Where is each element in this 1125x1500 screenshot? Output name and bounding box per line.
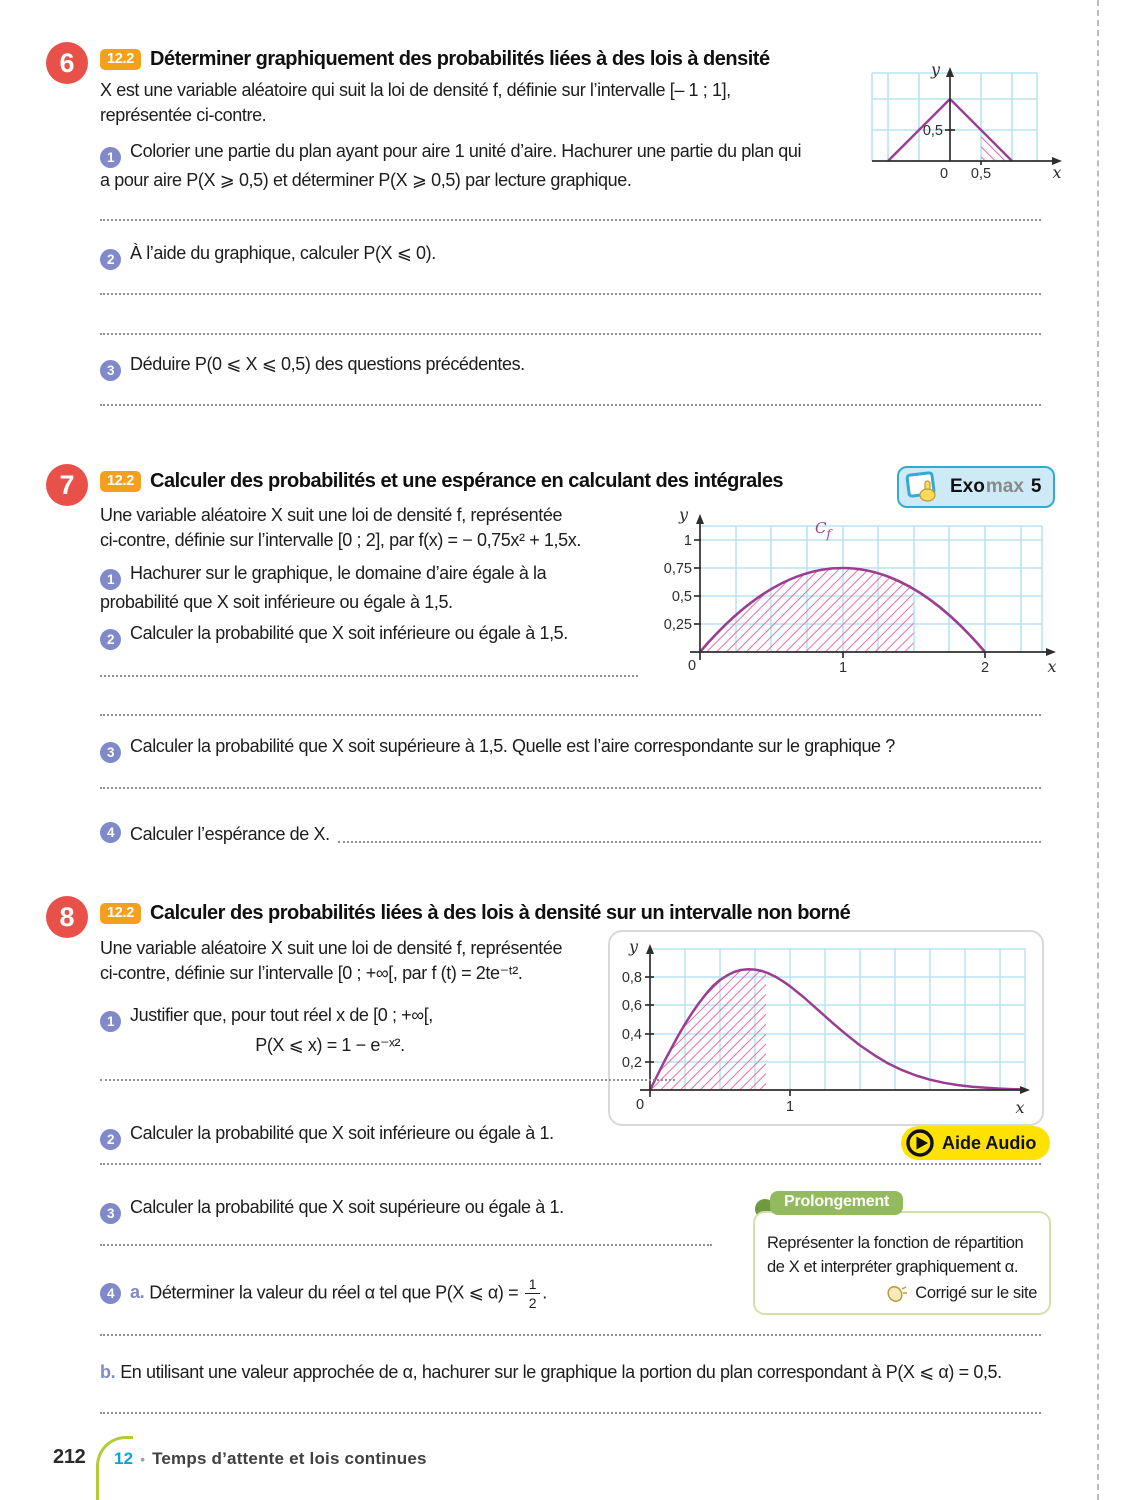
question-number: 2 [100,629,121,650]
answer-line [100,1079,675,1081]
ex7-question-4: 4 Calculer l’espérance de X. [100,822,1041,847]
x-axis-label: x [1015,1098,1025,1117]
exomax-label-max: max [985,476,1024,497]
answer-line [100,1244,712,1246]
trim-dashed-line [1097,0,1099,1500]
hatched-region [700,568,914,652]
answer-line [100,1163,1041,1165]
question-number: 3 [100,742,121,763]
x-tick-1: 1 [838,660,848,676]
exercise-8-intro: Une variable aléatoire X suit une loi de densité f, représentée ci-contre, définie sur l’intervalle [0 ; +∞[, par f (t) = 2te⁻ᵗ². [100,938,563,983]
y-tick-0_2: 0,2 [621,1055,642,1071]
y-axis-arrow [946,67,954,77]
lesson-badge: 12.2 [100,471,141,492]
ex6-question-3: 3 Déduire P(0 ⩽ X ⩽ 0,5) des questions précédentes. [100,352,960,381]
exercise-7-header [100,470,783,493]
answer-line [100,1412,1041,1414]
y-axis-label: y [930,62,940,79]
prolongement-tab: Prolongement [770,1191,903,1215]
question-number: 3 [100,360,121,381]
answer-line [100,1334,1041,1336]
answer-line [100,787,1041,789]
question-number: 3 [100,1203,121,1224]
ex8-question-2: 2 Calculer la probabilité que X soit inférieure ou égale à 1. [100,1121,740,1150]
lesson-badge: 12.2 [100,903,141,924]
exercise-6-intro: X est une variable aléatoire qui suit la loi de densité f, définie sur l’intervalle [– 1 ; 1], représentée ci-contre. [100,80,731,125]
exercise-6-title: Déterminer graphiquement des probabilités liées à des lois à densité [150,48,770,70]
ex7-question-3: 3 Calculer la probabilité que X soit supérieure à 1,5. Quelle est l’aire correspondante sur le graphique ? [100,734,1041,763]
chapter-title: Temps d’attente et lois continues [152,1449,427,1468]
prolongement-text: Représenter la fonction de répartition [767,1234,1024,1252]
ex8-q1-formula: P(X ⩽ x) = 1 − e⁻ˣ². [255,1035,405,1055]
fraction-one-half: $\frac{1}{2}$ [525,1276,540,1311]
y-tick-0_5: 0,5 [671,589,692,605]
mouse-icon [885,1283,909,1303]
prolongement-box: Représenter la fonction de répartition de X et interpréter graphiquement α. Corrigé sur le site [753,1211,1051,1315]
sub-question-label: a. [130,1282,145,1303]
ex7-question-2: 2 Calculer la probabilité que X soit inférieure ou égale à 1,5. [100,621,660,650]
exomax-number: 5 [1030,476,1042,497]
exercise-7-title: Calculer des probabilités et une espérance en calculant des intégrales [150,470,784,492]
answer-line [100,404,1041,406]
y-tick-0_6: 0,6 [621,998,642,1014]
aide-audio-button[interactable] [901,1126,1050,1160]
exercise-7-number: 7 [46,464,88,506]
hatched-region [650,969,766,1090]
question-number: 4 [100,1283,121,1304]
play-icon [905,1128,935,1158]
ex7-question-1: 1 Hachurer sur le graphique, le domaine d’aire égale à la probabilité que X soit inférieure ou égale à 1,5. [100,563,547,612]
ex8-question-1: 1 Justifier que, pour tout réel x de [0 ; +∞[, P(X ⩽ x) = 1 − e⁻ˣ². [100,1003,660,1058]
ex7-density-graph [650,500,1062,690]
x-tick-0: 0 [687,658,697,674]
ex8-question-4a: 4 a. Déterminer la valeur du réel α tel que P(X ⩽ α) = $\frac{1}{2}$ . [100,1276,760,1311]
page-number: 212 [53,1446,86,1468]
x-tick-1: 1 [785,1099,795,1115]
y-tick-0_5: 0,5 [922,123,943,139]
lesson-badge: 12.2 [100,49,141,70]
chapter-footer [114,1449,427,1469]
answer-line [100,293,1041,295]
question-number: 1 [100,569,121,590]
aide-audio-label: Aide Audio [942,1132,1037,1153]
ex6-question-1: 1 Colorier une partie du plan ayant pour aire 1 unité d’aire. Hachurer une partie du plan qui a pour aire P(X ⩾ 0,5) et déterminer P(X ⩾ 0,5) par lecture graphique. [100,141,802,190]
ex8-question-3: 3 Calculer la probabilité que X soit supérieure ou égale à 1. [100,1195,730,1224]
sub-question-label: b. [100,1362,116,1382]
answer-line [338,822,1041,843]
y-tick-0_8: 0,8 [621,970,642,986]
ex8-density-graph [610,932,1038,1120]
ex8-question-4b: b. En utilisant une valeur approchée de α, hachurer sur le graphique la portion du plan correspondant à P(X ⩽ α) = 0,5. [100,1362,1002,1382]
y-tick-1: 1 [683,533,692,549]
y-axis-label: y [678,505,688,524]
chapter-number: 12 [114,1449,134,1468]
exercise-7-intro: Une variable aléatoire X suit une loi de densité f, représentée ci-contre, définie sur l’intervalle [0 ; 2], par f(x) = − 0,75x² + 1,5x. [100,505,581,550]
y-tick-0_25: 0,25 [663,617,692,633]
tablet-hand-icon [905,471,943,503]
question-number: 1 [100,1011,121,1032]
x-axis-label: x [1047,657,1057,676]
x-tick-0_5: 0,5 [970,166,992,182]
answer-line [100,675,638,677]
exercise-8-header [100,902,850,925]
x-tick-0: 0 [939,166,949,182]
separator-dot: • [140,1452,146,1467]
question-number: 1 [100,147,121,168]
y-tick-0_4: 0,4 [621,1027,642,1043]
exercise-6-header [100,48,770,71]
question-number: 4 [100,822,121,843]
exercise-8-title: Calculer des probabilités liées à des lois à densité sur un intervalle non borné [150,902,851,924]
answer-line [100,219,1041,221]
curve-label: $C_f$ [815,519,831,541]
x-axis-label: x [1052,163,1062,182]
corrige-link[interactable]: Corrigé sur le site [767,1281,1037,1305]
question-number: 2 [100,249,121,270]
x-axis-arrow [1046,648,1056,656]
exomax-label-exo: Exo [950,476,985,497]
exercise-6-number: 6 [46,42,88,84]
x-tick-2: 2 [980,660,990,676]
y-axis-arrow [696,514,704,524]
y-axis-label: y [628,937,638,956]
question-number: 2 [100,1129,121,1150]
x-tick-0: 0 [635,1097,645,1113]
ex6-question-2: 2 À l’aide du graphique, calculer P(X ⩽ 0). [100,241,960,270]
answer-line [100,333,1041,335]
ex8-graph-box [608,930,1044,1126]
y-tick-0_75: 0,75 [663,561,692,577]
exercise-8-number: 8 [46,896,88,938]
answer-line [100,714,1041,716]
